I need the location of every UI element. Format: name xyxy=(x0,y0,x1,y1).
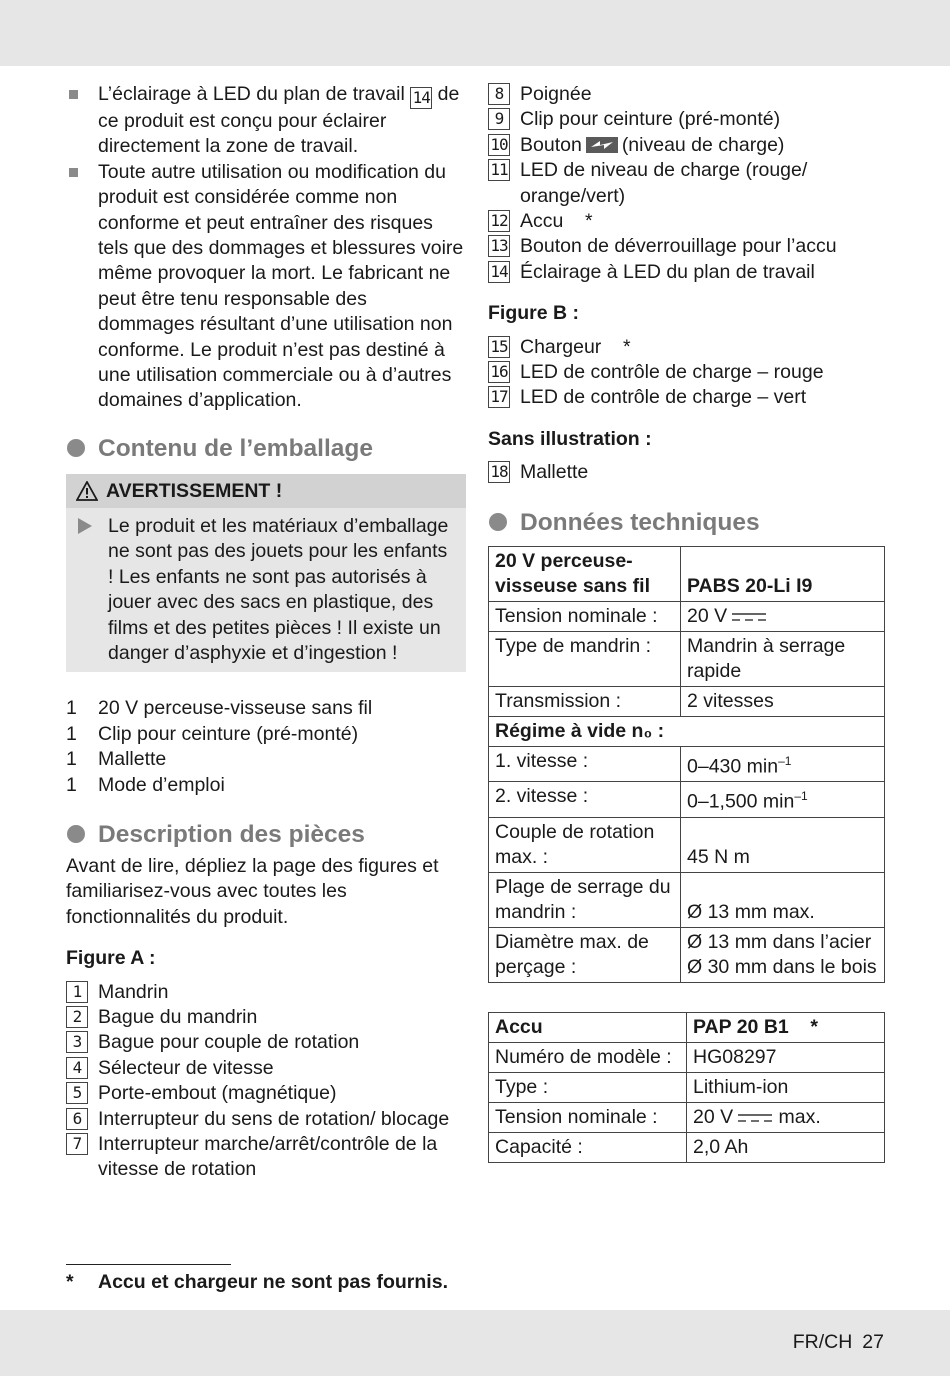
figure-a-title: Figure A : xyxy=(66,947,156,970)
direct-current-icon xyxy=(737,1112,773,1124)
figure-a-list-continued xyxy=(488,82,888,285)
section-heading-contenu: Contenu de l’emballage xyxy=(66,434,466,464)
list-item: 5 Porte-embout (magnétique) xyxy=(66,1081,466,1106)
table-row: Capacité : 2,0 Ah xyxy=(489,1132,885,1162)
table-row: 20 V perceuse-visseuse sans fil PABS 20-Li I9 xyxy=(489,546,885,601)
bullet-usage: Toute autre utilisation ou modification du produit est considérée comme non conforme et peut entraîner des risques tels que des dommages et blessures voire même provoquer la mort. Le fabricant ne peut être tenu responsable des dommages résultant d’une utilisation non conforme. Le produit n’est pas destiné à une utilisation commerciale ou à d’autres domaines d’application. xyxy=(66,160,466,414)
footnote-rule xyxy=(66,1264,231,1265)
list-item: 6 Interrupteur du sens de rotation/ blocage xyxy=(66,1107,466,1132)
part-number-badge: 14 xyxy=(410,87,432,109)
top-band xyxy=(0,0,950,66)
list-item: 18 Mallette xyxy=(488,460,888,485)
list-item: 8 Poignée xyxy=(488,82,888,107)
list-item: 14 Éclairage à LED du plan de travail xyxy=(488,260,888,285)
table-row: Plage de serrage du mandrin : Ø 13 mm max. xyxy=(489,872,885,927)
figure-b-list xyxy=(488,335,888,411)
bullet-led: L’éclairage à LED du plan de travail 14 de ce produit est conçu pour éclairer directement la zone de travail. xyxy=(66,82,466,160)
section-heading-donnees: Données techniques xyxy=(488,508,888,538)
list-item: 12 Accu * xyxy=(488,209,888,234)
section-dot-icon xyxy=(67,439,85,457)
warning-body: Le produit et les matériaux d’emballage ne sont pas des jouets pour les enfants ! Les enfants ne sont pas autorisés à jouer avec des sacs en plastique, des films et des petites pièces ! Il existe un danger d’asphyxie et d’ingestion ! xyxy=(66,508,466,672)
section-dot-icon xyxy=(67,825,85,843)
table-row: 2. vitesse : 0–1,500 $\min^{-1}$ xyxy=(489,782,885,818)
table-row: Couple de rotation max. : 45 N m xyxy=(489,817,885,872)
list-item: 1 Mallette xyxy=(66,748,167,771)
figure-b-title: Figure B : xyxy=(488,302,579,325)
bullet-square-icon xyxy=(69,90,78,99)
list-item: 10 Bouton (niveau de charge) xyxy=(488,133,888,158)
table-row: Numéro de modèle : HG08297 xyxy=(489,1042,885,1072)
left-column xyxy=(66,82,466,1183)
warning-title: AVERTISSEMENT ! xyxy=(106,479,283,502)
table-row: Type : Lithium-ion xyxy=(489,1072,885,1102)
list-item: 17 LED de contrôle de charge – vert xyxy=(488,385,888,410)
figure-a-list xyxy=(66,980,466,1183)
page-number: 27 xyxy=(862,1331,884,1353)
table-row: Diamètre max. de perçage : Ø 13 mm dans l’acier Ø 30 mm dans le bois xyxy=(489,927,885,982)
bullet-square-icon xyxy=(69,168,78,177)
table-row: Type de mandrin : Mandrin à serrage rapide xyxy=(489,631,885,686)
list-item: 7 Interrupteur marche/arrêt/contrôle de la vitesse de rotation xyxy=(66,1132,466,1183)
language-code: FR/CH xyxy=(792,1331,853,1353)
list-item: 9 Clip pour ceinture (pré-monté) xyxy=(488,107,888,132)
list-item: 1 Clip pour ceinture (pré-monté) xyxy=(66,722,359,745)
page-footer xyxy=(793,1330,884,1355)
section-heading-description: Description des pièces xyxy=(66,820,466,850)
sans-illustration-list xyxy=(488,460,888,485)
section-dot-icon xyxy=(489,513,507,531)
list-item: 1 20 V perceuse-visseuse sans fil xyxy=(66,697,373,720)
sans-illustration-title: Sans illustration : xyxy=(488,427,652,450)
list-item: 1 Mode d’emploi xyxy=(66,773,225,796)
list-item: 13 Bouton de déverrouillage pour l’accu xyxy=(488,234,888,259)
list-item: 2 Bague du mandrin xyxy=(66,1005,466,1030)
arrow-right-icon xyxy=(78,518,92,534)
list-item: 3 Bague pour couple de rotation xyxy=(66,1030,466,1055)
warning-header xyxy=(66,474,466,508)
table-row: Transmission : 2 vitesses xyxy=(489,686,885,716)
warning-triangle-icon xyxy=(76,481,98,501)
right-column xyxy=(488,82,888,1163)
list-item: 1 Mandrin xyxy=(66,980,466,1005)
list-item: 15 Chargeur * xyxy=(488,335,888,360)
table-row: Régime à vide n₀ : xyxy=(489,716,885,746)
package-contents-list xyxy=(66,696,466,798)
description-intro: Avant de lire, dépliez la page des figures et familiarisez-vous avec toutes les fonctionnalités du produit. xyxy=(66,854,439,928)
table-row: Accu PAP 20 B1 * xyxy=(489,1012,885,1042)
table-row: 1. vitesse : 0–430 $\min^{-1}$ xyxy=(489,746,885,782)
list-item: 11 LED de niveau de charge (rouge/ orange/vert) xyxy=(488,158,888,209)
warning-box xyxy=(66,474,466,672)
battery-spec-table xyxy=(488,1012,885,1163)
table-row: Tension nominale : 20 V max. xyxy=(489,1102,885,1132)
footnote: * Accu et chargeur ne sont pas fournis. xyxy=(66,1271,448,1293)
charge-level-button-icon xyxy=(586,137,618,153)
list-item: 16 LED de contrôle de charge – rouge xyxy=(488,360,888,385)
table-row: Tension nominale : 20 V xyxy=(489,601,885,631)
direct-current-icon xyxy=(731,611,767,623)
list-item: 4 Sélecteur de vitesse xyxy=(66,1056,466,1081)
drill-spec-table xyxy=(488,546,885,983)
